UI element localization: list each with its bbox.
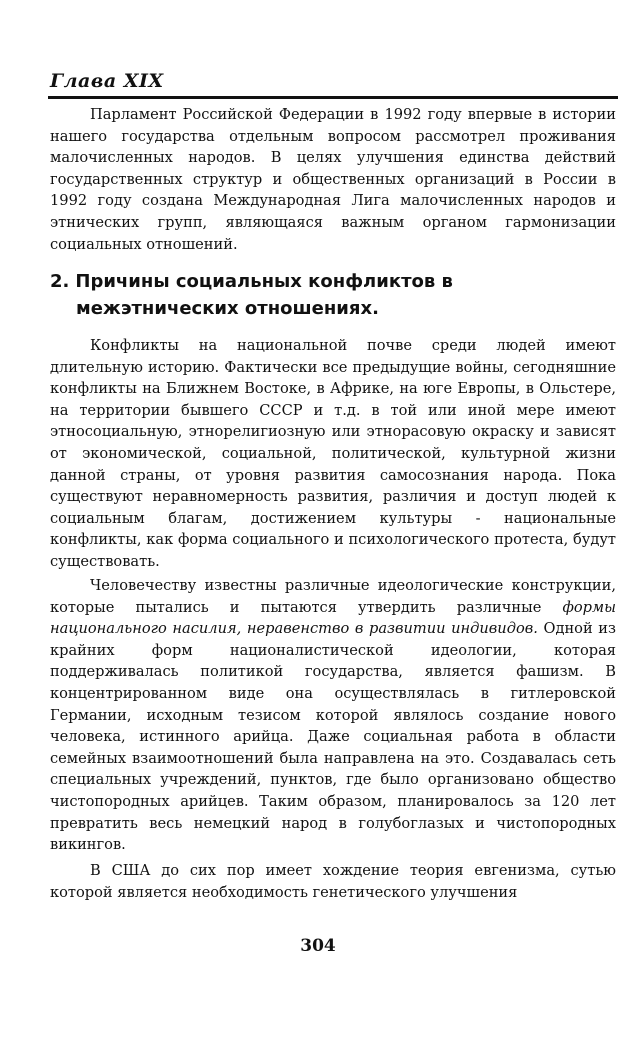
page-number: 304 [300, 936, 336, 956]
paragraph-3-start: Человечеству известны различные идеологические конструкции, которые пытались и пытаются утвердить различные [50, 577, 616, 616]
section-number: 2. [50, 271, 70, 292]
section-heading [50, 268, 616, 322]
header-rule [48, 96, 618, 99]
section-heading-line-2: межэтнических отношениях. [76, 298, 379, 319]
paragraph-3-italic: формы национального насилия, неравенство в развитии индивидов. [50, 598, 616, 638]
paragraph-3 [50, 575, 616, 856]
running-head: Глава XIX [50, 70, 164, 92]
paragraph-3-rest: Одной из крайних форм националистической идеологии, которая поддерживалась политикой государства, является фашизм. В концентрированном виде она осуществлялась в гитлеровской Германии, исходным тезисом которой являлось создание нового человека, истинного арийца. Даже социальная работа в области семейных взаимоотношений была направлена на это. Создавалась сеть специальных учреждений, пунктов, где было организовано общество чистопородных арийцев. Таким образом, планировалось за 120 лет превратить весь немецкий народ в голубоглазых и чистопородных викингов. [50, 620, 616, 854]
paragraph-1: Парламент Российской Федерации в 1992 году впервые в истории нашего государства отдельным вопросом рассмотрел проживания малочисленных народов. В целях улучшения единства действий государственных структур и общественных организаций в России в 1992 году создана Международная Лига малочисленных народов и этнических групп, являющаяся важным органом гармонизации социальных отношений. [50, 106, 616, 253]
section-heading-line-1: Причины социальных конфликтов в [75, 271, 453, 292]
paragraph-2: Конфликты на национальной почве среди людей имеют длительную историю. Фактически все предыдущие войны, сегодняшние конфликты на Ближнем Востоке, в Африке, на юге Европы, в Ольстере, на территории бывшего СССР и т.д. в той или иной мере имеют этносоциальную, этнорелигиозную или этнорасовую окраску и зависят от экономической, социальной, политической, культурной жизни данной страны, от уровня развития самосознания народа. Пока существуют неравномерность развития, различия и доступ людей к социальным благам, достижением культуры - национальные конфликты, как форма социального и психологического протеста, будут существовать. [50, 337, 616, 570]
paragraph-4: В США до сих пор имеет хождение теория евгенизма, сутью которой является необходимость генетического улучшения [50, 862, 616, 901]
